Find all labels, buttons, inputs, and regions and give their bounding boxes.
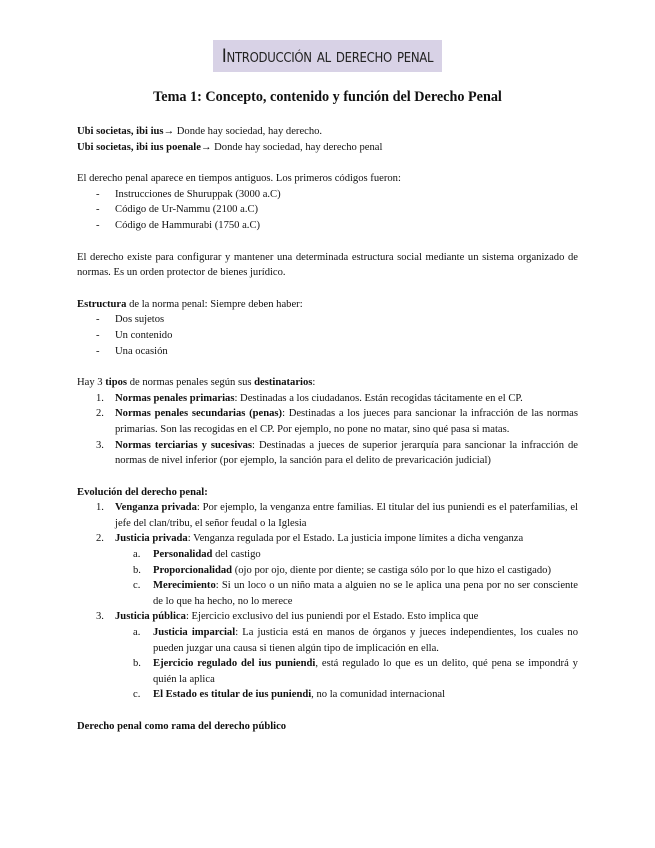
list-item: - Dos sujetos bbox=[77, 312, 578, 328]
purpose-paragraph: El derecho existe para configurar y mantener una determinada estructura social mediante un sistema organizado de normas. Es un orden protector de bienes jurídico. bbox=[77, 251, 578, 279]
document-body bbox=[77, 124, 578, 735]
sub-list-item: b. Ejercicio regulado del ius puniendi, está regulado lo que es un delito, qué pena se impondrá y quién la aplica bbox=[133, 658, 578, 685]
list-item: 3. Justicia pública: Ejercicio exclusivo del ius puniendi por el Estado. Esto implica que a. Justicia imparcial: La justicia está en manos de órganos y jueces independientes, los cuales no pueden juzgar una causa si tienen algún tipo de implicación en ella. b. Ejercicio regulado del ius puniendi, está regulado lo que es un delito, qué pena se impondrá y quién la aplica c. El Estado es titular de ius puniendi, no la comunidad internacional bbox=[77, 609, 578, 703]
sub-list-item: c. El Estado es titular de ius puniendi, no la comunidad internacional bbox=[133, 689, 446, 701]
sub-list-item: a. Justicia imparcial: La justicia está en manos de órganos y jueces independientes, los cuales no pueden juzgar una causa si tienen algún tipo de implicación en ella. bbox=[133, 627, 579, 654]
section-heading-evolution: Evolución del derecho penal: bbox=[77, 486, 208, 498]
sub-list-item: c. Merecimiento: Si un loco o un niño mata a alguien no se le aplica una pena por no ser consciente de lo que ha hecho, no lo merece bbox=[133, 580, 578, 607]
section-heading-public-law: Derecho penal como rama del derecho público bbox=[77, 721, 287, 732]
list-item: - Código de Hammurabi (1750 a.C) bbox=[77, 218, 578, 234]
structure-list bbox=[77, 312, 578, 359]
list-item: 3. Normas terciarias y sucesivas: Destinadas a jueces de superior jerarquía para sancionar la infracción de normas de nivel inferior (por ejemplo, la sanción para el delito de prevaricación judicial) bbox=[96, 439, 578, 467]
types-paragraph: Hay 3 tipos de normas penales según sus destinatarios: bbox=[77, 377, 316, 389]
list-item: - Código de Ur-Nammu (2100 a.C) bbox=[77, 202, 578, 218]
sub-list bbox=[115, 547, 578, 609]
document-banner-title: Introducción al derecho penal bbox=[213, 40, 442, 72]
list-item: 1. Venganza privada: Por ejemplo, la venganza entre familias. El titular del ius puniendi es el paterfamilias, el jefe del clan/tribu, el señor feudal o la Iglesia bbox=[96, 502, 578, 529]
origins-paragraph: El derecho penal aparece en tiempos antiguos. Los primeros códigos fueron: bbox=[77, 173, 401, 185]
list-item: - Un contenido bbox=[77, 328, 578, 344]
list-item: - Instrucciones de Shuruppak (3000 a.C) bbox=[77, 187, 578, 203]
sub-list-item: a. Personalidad del castigo bbox=[133, 549, 261, 561]
list-item: 1. Normas penales primarias: Destinadas a los ciudadanos. Están recogidas tácitamente en el CP. bbox=[96, 392, 523, 404]
origins-list bbox=[77, 187, 578, 234]
maxim-line-2: Ubi societas, ibi ius poenale→ Donde hay sociedad, hay derecho penal bbox=[77, 141, 383, 153]
list-item: - Una ocasión bbox=[77, 344, 578, 360]
maxim-line-1: Ubi societas, ibi ius→ Donde hay sociedad, hay derecho. bbox=[77, 126, 323, 137]
structure-paragraph: Estructura de la norma penal: Siempre deben haber: bbox=[77, 298, 303, 310]
evolution-list bbox=[77, 500, 578, 703]
list-item: 2. Normas penales secundarias (penas): Destinadas a los jueces para sancionar la infracción de las normas primarias. Son las recogidas en el CP. Por ejemplo, no pone no matar, sino qué pasa si matas. bbox=[96, 408, 579, 435]
sub-list-item: b. Proporcionalidad (ojo por ojo, diente por diente; se castiga sólo por lo que hizo el castigado) bbox=[133, 564, 551, 576]
types-list bbox=[77, 391, 578, 469]
sub-list bbox=[115, 625, 578, 703]
list-item: 2. Justicia privada: Venganza regulada por el Estado. La justicia impone límites a dicha venganza a. Personalidad del castigo b. Proporcionalidad (ojo por ojo, diente por diente; se castiga sólo por lo que hizo el castigado) c. Merecimiento: Si un loco o un niño mata a alguien no se le aplica una pena por no ser consciente de lo que ha hecho, no lo merece bbox=[77, 531, 578, 609]
topic-title: Tema 1: Concepto, contenido y función del Derecho Penal bbox=[153, 89, 502, 105]
